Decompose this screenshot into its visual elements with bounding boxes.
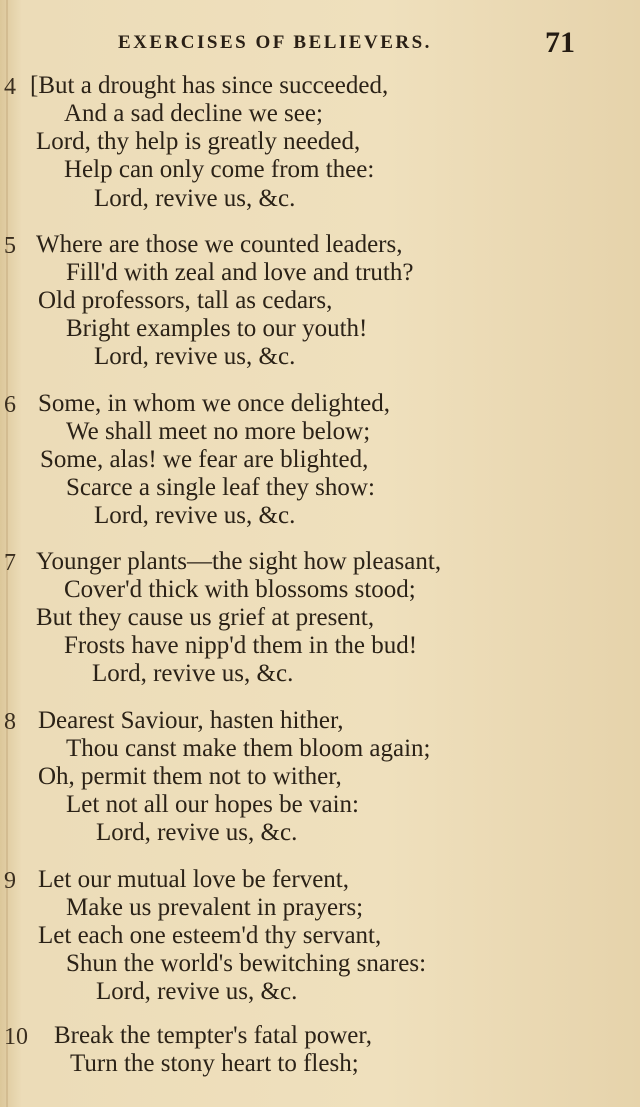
- verse-number: 8: [4, 709, 16, 735]
- verse-line: Oh, permit them not to wither,: [38, 763, 342, 790]
- verse-line: We shall meet no more below;: [66, 418, 371, 445]
- verse-line: And a sad decline we see;: [64, 100, 323, 127]
- verse-line: Frosts have nipp'd them in the bud!: [64, 632, 418, 659]
- running-title: EXERCISES OF BELIEVERS.: [118, 32, 432, 53]
- verse-line: Turn the stony heart to flesh;: [70, 1050, 359, 1077]
- verse-line: Help can only come from thee:: [64, 156, 375, 183]
- verse-line: Shun the world's bewitching snares:: [66, 950, 427, 977]
- verse-refrain: Lord, revive us, &c.: [94, 502, 296, 529]
- verse-number: 5: [4, 233, 16, 259]
- verse-refrain: Lord, revive us, &c.: [94, 185, 296, 212]
- verse-line: Thou canst make them bloom again;: [66, 735, 431, 762]
- verse-line: Make us prevalent in prayers;: [66, 894, 364, 921]
- verse-number: 7: [4, 550, 16, 576]
- verse-line: Let each one esteem'd thy servant,: [38, 922, 382, 949]
- verse-line: Some, alas! we fear are blighted,: [40, 446, 369, 473]
- verse-refrain: Lord, revive us, &c.: [96, 978, 298, 1005]
- verse-number: 10: [4, 1024, 28, 1050]
- verse-refrain: Lord, revive us, &c.: [96, 819, 298, 846]
- verse-line: Let not all our hopes be vain:: [66, 791, 359, 818]
- verse-line: Let our mutual love be fervent,: [38, 866, 349, 893]
- verse-line: But they cause us grief at present,: [36, 604, 375, 631]
- verse-refrain: Lord, revive us, &c.: [94, 343, 296, 370]
- verse-number: 6: [4, 392, 16, 418]
- verse-line: Break the tempter's fatal power,: [54, 1022, 372, 1049]
- verse-line: [But a drought has since succeeded,: [30, 72, 389, 99]
- verse-line: Old professors, tall as cedars,: [38, 287, 333, 314]
- verse-line: Fill'd with zeal and love and truth?: [66, 259, 414, 286]
- verse-line: Cover'd thick with blossoms stood;: [64, 576, 416, 603]
- verse-refrain: Lord, revive us, &c.: [92, 660, 294, 687]
- verse-line: Lord, thy help is greatly needed,: [36, 128, 361, 155]
- verse-line: Younger plants—the sight how pleasant,: [36, 548, 442, 575]
- page-number: 71: [545, 26, 575, 59]
- verse-number: 9: [4, 868, 16, 894]
- verse-line: Some, in whom we once delighted,: [38, 390, 391, 417]
- verse-line: Scarce a single leaf they show:: [66, 474, 375, 501]
- running-header: [0, 28, 640, 58]
- verse-number: 4: [4, 74, 16, 100]
- verse-line: Dearest Saviour, hasten hither,: [38, 707, 344, 734]
- verse-line: Bright examples to our youth!: [66, 315, 368, 342]
- verse-line: Where are those we counted leaders,: [36, 231, 403, 258]
